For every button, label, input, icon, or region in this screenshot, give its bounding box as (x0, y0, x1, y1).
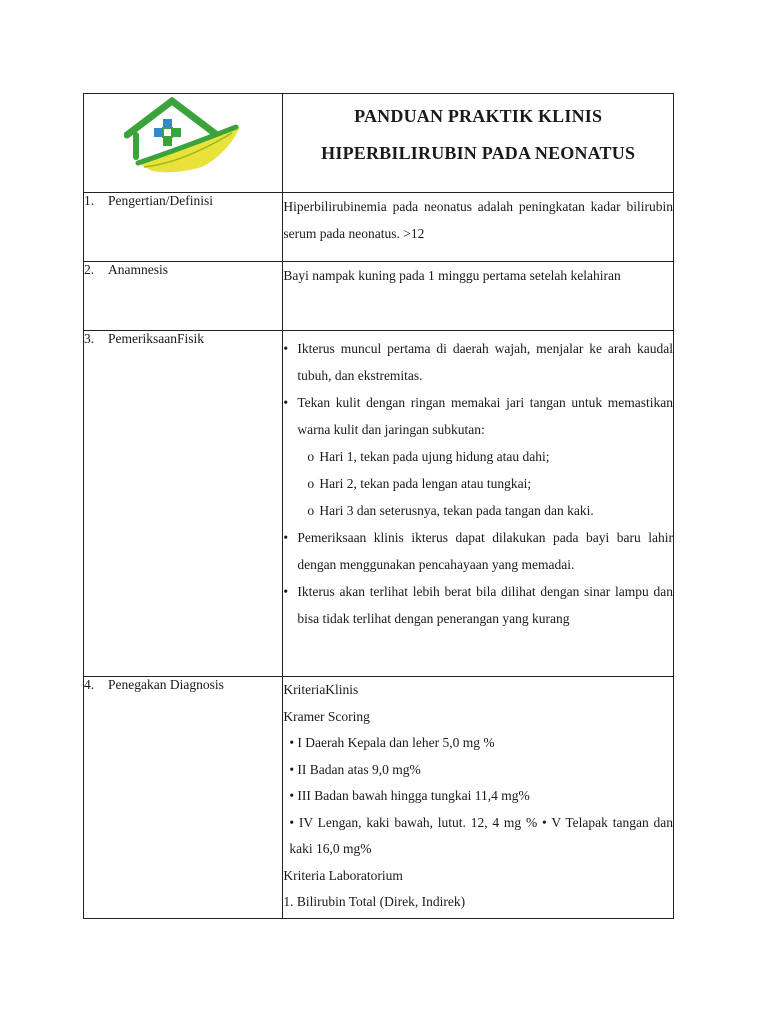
lab-item: 1. Bilirubin Total (Direk, Indirek) (283, 894, 466, 909)
row-label-text: Anamnesis (108, 262, 168, 277)
header-row (84, 94, 674, 193)
row-label-text: PemeriksaanFisik (108, 331, 204, 346)
row-number: 3. (84, 331, 95, 346)
kramer-item: • IV Lengan, kaki bawah, lutut. 12, 4 mg % • V Telapak tangan dan kaki 16,0 mg% (289, 814, 673, 856)
exam-sub-list (297, 443, 673, 524)
row-content (283, 262, 674, 331)
document-title: PANDUAN PRAKTIK KLINIS (354, 106, 603, 126)
clinical-guide-table (83, 93, 674, 919)
kramer-item: • II Badan atas 9,0 mg% (289, 761, 421, 777)
row-anamnesis (84, 262, 674, 331)
row-definition (84, 193, 674, 262)
list-item-text: Tekan kulit dengan ringan memakai jari tangan untuk memastikan warna kulit dan jaringan subkutan: (297, 395, 673, 437)
list-item: • Ikterus muncul pertama di daerah wajah, menjalar ke arah kaudal tubuh, dan ekstremitas. (283, 335, 673, 389)
row-label-text: Penegakan Diagnosis (108, 677, 224, 692)
row-diagnosis (84, 677, 674, 919)
kramer-item: • I Daerah Kepala dan leher 5,0 mg % (289, 735, 495, 750)
row-content (283, 677, 674, 919)
row-content (283, 331, 674, 677)
list-item (283, 389, 673, 524)
row-number: 1. (84, 193, 95, 208)
row-label (84, 677, 283, 919)
row-content (283, 193, 674, 262)
row-label (84, 193, 283, 262)
kemenkes-logo-icon (124, 97, 244, 185)
lab-criteria-heading: Kriteria Laboratorium (283, 867, 403, 883)
title-cell (283, 94, 674, 193)
row-number: 4. (84, 677, 95, 692)
row-label-text: Pengertian/Definisi (108, 193, 213, 208)
row-label (84, 262, 283, 331)
list-item: • Pemeriksaan klinis ikterus dapat dilakukan pada bayi baru lahir dengan menggunakan pencahayaan yang memadai. (283, 524, 673, 578)
row-physical-exam (84, 331, 674, 677)
logo-cell (84, 94, 283, 193)
sub-list-item: o Hari 3 dan seterusnya, tekan pada tangan dan kaki. (307, 497, 673, 524)
criteria-heading: KriteriaKlinis (283, 682, 359, 697)
list-item: • Ikterus akan terlihat lebih berat bila dilihat dengan sinar lampu dan bisa tidak terlihat dengan penerangan yang kurang (283, 578, 673, 632)
sub-list-item: o Hari 2, tekan pada lengan atau tungkai; (307, 470, 673, 497)
row-number: 2. (84, 262, 95, 277)
scoring-heading: Kramer Scoring (283, 708, 370, 724)
anamnesis-text: Bayi nampak kuning pada 1 minggu pertama setelah kelahiran (283, 268, 621, 283)
sub-list-item: o Hari 1, tekan pada ujung hidung atau dahi; (307, 443, 673, 470)
definition-text: Hiperbilirubinemia pada neonatus adalah peningkatan kadar bilirubin serum pada neonatus. >12 (283, 199, 673, 241)
row-label (84, 331, 283, 677)
kramer-item: • III Badan bawah hingga tungkai 11,4 mg% (289, 788, 530, 803)
document-subtitle: HIPERBILIRUBIN PADA NEONATUS (321, 143, 636, 163)
exam-bullet-list (283, 335, 673, 632)
